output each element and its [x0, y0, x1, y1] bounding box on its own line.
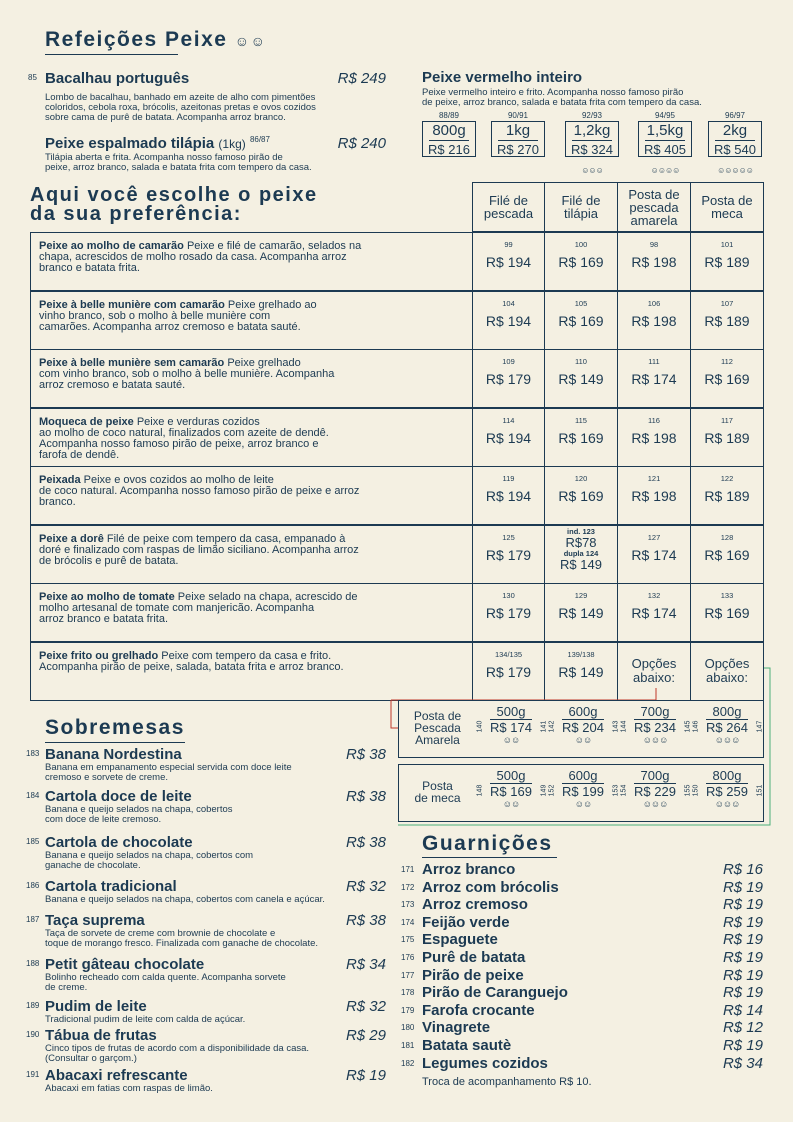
cell-price: R$ 149: [558, 663, 604, 680]
side-name: Feijão verde: [422, 913, 510, 931]
cell-code: 132: [647, 591, 661, 600]
side-price: R$ 19: [722, 984, 763, 1002]
dessert-name: Tábua de frutas: [45, 1027, 157, 1044]
cell-price: R$ 198: [631, 254, 677, 270]
side-price: R$ 16: [722, 861, 763, 878]
desc-line: Bolinho recheado com calda quente. Acompanha sorvete: [45, 972, 286, 983]
row-name: Moqueca de peixe: [39, 415, 134, 428]
cell-code: 106: [647, 298, 661, 308]
cell-price: R$ 149: [558, 605, 604, 621]
cell-code: 129: [574, 591, 588, 600]
options-text: abaixo:: [706, 669, 748, 685]
desc-text: branco.: [39, 496, 76, 508]
cell-price: R$ 198: [631, 429, 677, 446]
item-name: Bacalhau português: [45, 70, 190, 87]
side-name: Arroz cremoso: [422, 896, 528, 914]
dessert-number: 188: [26, 959, 40, 968]
desc-text: vinho branco, sob o molho à belle munière com: [39, 309, 271, 322]
posta-price: R$ 229: [634, 784, 676, 799]
cell-price: R$ 189: [704, 254, 750, 270]
posta-weight: 600g: [562, 769, 604, 784]
cell-price: R$ 169: [558, 312, 604, 329]
side-number: 178: [401, 988, 415, 998]
box-weight: 800g: [429, 122, 469, 141]
posta-cell: [480, 705, 542, 745]
cell-code: 114: [502, 415, 515, 425]
dessert-name: Cartola doce de leite: [45, 788, 192, 805]
desc-text: Peixe grelhado ao: [224, 298, 317, 311]
row-name: Peixe ao molho de tomate: [39, 591, 175, 603]
desc-line: sobre cama de purê de batata. Acompanha arroz branco.: [45, 112, 286, 123]
sobremesas-title: Sobremesas: [45, 716, 185, 739]
desc-line: peixe, arroz branco, salada e batata frita com tempero da casa.: [45, 162, 312, 173]
desc-text: Peixe selado na chapa, acrescido de: [174, 591, 358, 603]
dessert-price: R$ 32: [345, 878, 386, 895]
posta-weight: 500g: [490, 769, 532, 784]
cell-price: R$ 149: [560, 556, 602, 572]
side-price: R$ 19: [722, 1037, 763, 1054]
red-connector: [391, 688, 656, 700]
title-underline: [422, 857, 557, 858]
posta-code: 152: [548, 784, 556, 797]
cell-code: 120: [574, 474, 588, 483]
posta-cell: [624, 705, 686, 745]
posta-code: 150: [692, 784, 700, 797]
dessert-number: 185: [26, 837, 40, 846]
side-name: Batata sautè: [422, 1037, 512, 1054]
cell-code: 133: [720, 591, 734, 600]
people-icon: ☺☺: [502, 799, 520, 809]
desc-line: toque de morango fresco. Finalizada com ganache de chocolate.: [45, 938, 319, 949]
desc-text: Peixe grelhado: [224, 357, 301, 369]
cell-code: ind. 123: [567, 526, 595, 536]
desc-text: chapa, acrescidos de molho rosado da casa. Acompanha arroz: [39, 251, 347, 263]
desc-text: doré e finalizado com raspas de limão siciliano. Acompanha arroz: [39, 543, 359, 556]
dessert-description: [45, 1044, 390, 1064]
options-text: Opções: [704, 655, 750, 671]
side-number: 181: [401, 1041, 415, 1050]
desc-line: ganache de chocolate.: [45, 860, 141, 871]
box-code: 94/95: [654, 111, 676, 120]
cell-code: 100: [574, 240, 588, 249]
desc-line: Banana e queijo selados na chapa, cobertos com canela e açúcar.: [45, 894, 325, 905]
side-number: 177: [401, 970, 415, 980]
dessert-description: [45, 895, 390, 905]
cell-code: 105: [574, 298, 588, 308]
desc-line: Banana e queijo selados na chapa, cobertos com: [45, 850, 254, 861]
posta-code: 144: [620, 720, 628, 733]
cell-price: R$ 169: [558, 488, 604, 504]
desc-text: branco e batata frita.: [39, 262, 140, 274]
cell-price: R$ 169: [704, 371, 750, 387]
posta-price: R$ 264: [706, 720, 748, 735]
people-icon: ☺☺: [502, 735, 520, 745]
side-name: Legumes cozidos: [422, 1054, 548, 1072]
desc-text: camarões. Acompanha arroz cremoso e batata sauté.: [39, 320, 301, 333]
side-name: Farofa crocante: [422, 1001, 535, 1019]
cell-code: 107: [720, 298, 734, 308]
people-icon: ☺☺☺: [581, 166, 603, 175]
item-price: R$ 240: [337, 135, 386, 152]
side-price: R$ 19: [722, 913, 763, 931]
dessert-name: Pudim de leite: [45, 998, 147, 1015]
posta-weight: 500g: [490, 705, 532, 720]
label-line: Posta: [422, 779, 453, 793]
box-code: 92/93: [581, 111, 603, 120]
dessert-number: 187: [26, 915, 40, 924]
header-line: pescada: [629, 199, 679, 215]
posta-price: R$ 234: [634, 720, 676, 735]
posta-code: 140: [476, 720, 484, 733]
side-name: Arroz branco: [422, 861, 516, 878]
dessert-number: 190: [26, 1030, 40, 1039]
side-price: R$ 19: [722, 896, 763, 914]
row-name: Peixada: [39, 474, 81, 486]
item-weight: (1kg): [218, 137, 246, 151]
desc-line: cremoso e sorvete de creme.: [45, 772, 169, 783]
cell-code: 116: [648, 415, 660, 425]
desc-text: farofa de dendê.: [39, 448, 120, 461]
posta-price: R$ 199: [562, 784, 604, 799]
cell-price: R$ 198: [631, 312, 677, 329]
side-number: 182: [401, 1058, 415, 1068]
posta-meca-label: [400, 780, 475, 804]
side-price: R$ 19: [722, 966, 763, 984]
posta-code: 148: [476, 784, 484, 797]
desc-text: de coco natural. Acompanha nosso famoso pirão de peixe e arroz: [39, 485, 360, 497]
cell-code: 109: [502, 357, 515, 366]
box-code: 96/97: [724, 111, 746, 120]
label-line: Posta de: [413, 709, 462, 723]
cell-code: 99: [504, 240, 513, 249]
side-number: 174: [401, 917, 415, 927]
side-number: 176: [401, 953, 415, 962]
header-line: meca: [711, 206, 743, 221]
red-connector: [391, 700, 398, 728]
cell-price: R$ 194: [485, 254, 532, 270]
dessert-description: [45, 763, 390, 783]
posta-code: 151: [756, 784, 764, 797]
cell-code: 117: [721, 415, 733, 425]
header-line: tilápia: [564, 206, 598, 221]
desc-text: Acompanha pirão de peixe, salada, batata frita e arroz branco.: [39, 660, 344, 673]
options-text: abaixo:: [633, 669, 675, 685]
guarnicoes-title: Guarnições: [422, 832, 553, 855]
header-line: Filé de: [488, 193, 529, 208]
cell-price: R$ 179: [485, 605, 532, 621]
desc-text: arroz cremoso e batata sauté.: [39, 379, 186, 391]
desc-line: Abacaxi em fatias com raspas de limão.: [45, 1083, 213, 1094]
posta-pescada-label: [400, 710, 475, 746]
side-name: Espaguete: [422, 931, 498, 949]
dessert-price: R$ 32: [345, 998, 386, 1015]
cell-code: 112: [721, 357, 733, 366]
side-price: R$ 12: [722, 1019, 763, 1037]
posta-code: 142: [548, 720, 556, 733]
label-line: Pescada: [414, 721, 461, 735]
side-number: 180: [401, 1023, 415, 1033]
cell-code: 139/138: [567, 649, 595, 659]
cell-code: 111: [648, 357, 660, 366]
dessert-price: R$ 38: [345, 746, 386, 763]
cell-price: R$ 169: [558, 254, 604, 270]
cell-price: R$ 198: [631, 488, 677, 504]
label-line: Amarela: [415, 733, 460, 747]
dessert-name: Banana Nordestina: [45, 746, 182, 763]
header-line: Posta de: [628, 186, 680, 202]
dessert-number: 191: [26, 1070, 40, 1079]
posta-code: 143: [612, 720, 620, 733]
dessert-description: [45, 973, 390, 993]
posta-code: 141: [540, 720, 548, 733]
cell-code: 127: [647, 532, 661, 542]
people-icon: ☺☺☺☺: [650, 166, 680, 175]
box-weight: 1kg: [498, 122, 538, 141]
side-price: R$ 14: [722, 1001, 763, 1019]
sides-note: Troca de acompanhamento R$ 10.: [422, 1076, 592, 1088]
posta-weight: 800g: [706, 769, 748, 784]
side-number: 173: [401, 900, 415, 910]
desc-text: com vinho branco, sob o molho à belle munière. Acompanha: [39, 368, 335, 380]
posta-weight: 700g: [634, 769, 676, 784]
posta-weight: 600g: [562, 705, 604, 720]
item-code: 86/87: [249, 135, 270, 144]
cell-price: R$ 179: [485, 546, 532, 563]
people-icon: ☺☺: [234, 33, 267, 49]
dessert-name: Cartola tradicional: [45, 878, 177, 895]
item-number: 85: [28, 73, 37, 82]
desc-line: Banana em empanamento especial servida com doce leite: [45, 762, 292, 773]
header-line: Posta de: [701, 193, 753, 208]
side-price: R$ 34: [722, 1054, 763, 1072]
posta-price: R$ 204: [562, 720, 604, 735]
people-icon: ☺☺☺: [714, 735, 740, 745]
desc-line: Banana e queijo selados na chapa, cobertos: [45, 804, 233, 815]
desc-line: (Consultar o garçom.): [45, 1053, 137, 1064]
side-number: 171: [401, 865, 415, 874]
cell-price: R$ 189: [704, 429, 750, 446]
side-name: Arroz com brócolis: [422, 878, 559, 896]
box-weight: 2kg: [715, 122, 755, 141]
people-icon: ☺☺☺☺☺: [717, 166, 753, 175]
cell-code: dupla 124: [563, 548, 599, 558]
cell-price: R$ 174: [631, 371, 677, 387]
cell-code: 98: [649, 240, 659, 249]
dessert-number: 183: [26, 749, 40, 758]
dessert-price: R$ 29: [345, 1027, 386, 1044]
side-number: 175: [401, 935, 415, 945]
dessert-description: [45, 1084, 390, 1094]
cell-price: R$ 194: [485, 429, 532, 446]
side-name: Pirão de peixe: [422, 966, 524, 984]
cell-code: 134/135: [494, 649, 523, 659]
people-icon: ☺☺: [574, 735, 592, 745]
row-name: Peixe frito ou grelhado: [39, 649, 159, 662]
label-line: de meca: [414, 791, 461, 805]
cell-code: 122: [720, 474, 734, 483]
side-name: Pirão de Caranguejo: [422, 984, 568, 1002]
posta-cell: [696, 769, 758, 809]
cell-price: R$ 179: [485, 663, 532, 680]
cell-price: R$ 189: [704, 488, 750, 504]
box-price: R$ 540: [714, 142, 756, 157]
box-price: R$ 324: [571, 142, 613, 157]
posta-code: 147: [756, 720, 764, 733]
header-line: amarela: [630, 212, 678, 228]
dessert-number: 186: [26, 881, 40, 890]
box-weight: 1,2kg: [573, 122, 611, 139]
cell-price: R$78: [565, 534, 597, 550]
cell-price: R$ 194: [485, 312, 532, 329]
desc-text: Peixe e verduras cozidos: [133, 415, 260, 428]
row-name: Peixe à belle munière sem camarão: [39, 357, 225, 369]
vermelho-title: Peixe vermelho inteiro: [422, 69, 583, 86]
side-number: 179: [401, 1005, 415, 1015]
desc-text: ao molho de coco natural, finalizados com azeite de dendê.: [39, 426, 329, 439]
cell-price: R$ 174: [631, 546, 677, 563]
cell-code: 119: [502, 474, 515, 483]
posta-code: 145: [684, 720, 692, 733]
dessert-name: Taça suprema: [45, 912, 145, 929]
item-name-text: Peixe espalmado tilápia: [45, 135, 215, 152]
desc-text: de brócolis e purê de batata.: [39, 554, 179, 567]
dessert-price: R$ 19: [345, 1067, 386, 1084]
row-name: Peixe à belle munière com camarão: [39, 298, 225, 311]
box-code: 90/91: [507, 111, 529, 120]
desc-text: Peixe com tempero da casa e frito.: [158, 649, 332, 662]
posta-cell: [696, 705, 758, 745]
cell-price: R$ 194: [485, 488, 532, 504]
desc-line: Cinco tipos de frutas de acordo com a disponibilidade da casa.: [45, 1043, 310, 1054]
desc-text: Peixe e filé de camarão, selados na: [183, 240, 362, 252]
cell-price: R$ 149: [558, 371, 604, 387]
posta-cell: [552, 705, 614, 745]
desc-text: Filé de peixe com tempero da casa, empanado à: [103, 532, 346, 545]
people-icon: ☺☺☺: [642, 735, 668, 745]
cell-code: 130: [502, 591, 515, 600]
cell-price: R$ 174: [631, 605, 677, 621]
cell-code: 115: [575, 415, 587, 425]
dessert-description: [45, 851, 390, 871]
box-code: 88/89: [438, 111, 460, 120]
refeicoes-title-text: Refeições Peixe: [45, 28, 228, 51]
posta-weight: 700g: [634, 705, 676, 720]
dessert-description: [45, 929, 390, 949]
dessert-number: 189: [26, 1001, 40, 1010]
desc-line: Peixe vermelho inteiro e frito. Acompanha nosso famoso pirão: [422, 87, 684, 98]
cell-code: 121: [647, 474, 661, 483]
people-icon: ☺☺☺: [642, 799, 668, 809]
side-price: R$ 19: [722, 949, 763, 966]
posta-cell: [624, 769, 686, 809]
desc-text: Peixe e ovos cozidos ao molho de leite: [80, 474, 274, 486]
desc-line: Lombo de bacalhau, banhado em azeite de alho com pimentões: [45, 92, 316, 103]
box-price: R$ 270: [497, 142, 539, 157]
side-price: R$ 19: [722, 878, 763, 896]
side-name: Vinagrete: [422, 1019, 491, 1037]
escolha-title-line: da sua preferência:: [30, 203, 242, 225]
posta-code: 154: [620, 784, 628, 797]
box-price: R$ 405: [644, 142, 686, 157]
side-price: R$ 19: [722, 931, 763, 949]
posta-code: 153: [612, 784, 620, 797]
dessert-price: R$ 38: [345, 912, 386, 929]
dessert-name: Cartola de chocolate: [45, 834, 193, 851]
desc-line: Taça de sorvete de creme com brownie de chocolate e: [45, 928, 276, 939]
title-underline: [45, 742, 185, 743]
dessert-number: 184: [26, 791, 40, 800]
posta-price: R$ 259: [706, 784, 748, 799]
row-name: Peixe ao molho de camarão: [39, 240, 184, 252]
escolha-title-line: Aqui você escolhe o peixe: [30, 184, 318, 206]
cell-code: 104: [502, 298, 515, 308]
box-weight: 1,5kg: [646, 122, 684, 139]
people-icon: ☺☺☺: [714, 799, 740, 809]
desc-line: coloridos, cebola roxa, brócolis, azeitonas pretas e ovos cozidos: [45, 102, 316, 113]
dessert-name: Abacaxi refrescante: [45, 1067, 188, 1084]
desc-line: de creme.: [45, 982, 88, 993]
desc-text: molho artesanal de tomate com manjericão. Acompanha: [39, 602, 315, 614]
desc-text: Acompanha nosso famoso pirão de peixe, arroz branco e: [39, 437, 319, 450]
desc-line: Tilápia aberta e frita. Acompanha nosso famoso pirão de: [45, 152, 283, 163]
cell-code: 101: [720, 240, 734, 249]
cell-price: R$ 179: [485, 371, 532, 387]
side-name: Purê de batata: [422, 949, 526, 966]
cell-code: 128: [720, 532, 734, 542]
desc-line: de peixe, arroz branco, salada e batata frita com tempero da casa.: [422, 97, 702, 108]
posta-cell: [552, 769, 614, 809]
header-line: Filé de: [561, 193, 601, 208]
posta-price: R$ 174: [490, 720, 532, 735]
posta-cell: [480, 769, 542, 809]
posta-weight: 800g: [706, 705, 748, 720]
desc-line: com doce de leite cremoso.: [45, 814, 162, 825]
dessert-description: [45, 1015, 390, 1025]
cell-price: R$ 169: [558, 429, 604, 446]
box-price: R$ 216: [428, 142, 470, 157]
options-text: Opções: [631, 655, 677, 671]
item-price: R$ 249: [337, 70, 386, 87]
people-icon: ☺☺: [574, 799, 592, 809]
posta-code: 149: [540, 784, 548, 797]
cell-price: R$ 169: [704, 546, 750, 563]
cell-price: R$ 189: [704, 312, 750, 329]
dessert-price: R$ 38: [345, 834, 386, 851]
desc-text: arroz branco e batata frita.: [39, 613, 169, 625]
cell-code: 110: [575, 357, 587, 366]
cell-code: 125: [502, 532, 515, 542]
dessert-description: [45, 805, 390, 825]
posta-price: R$ 169: [490, 784, 532, 799]
dessert-name: Petit gâteau chocolate: [45, 956, 205, 973]
dessert-price: R$ 34: [345, 956, 386, 973]
row-name: Peixe a dorê: [39, 532, 104, 545]
header-line: pescada: [483, 206, 534, 221]
desc-line: Tradicional pudim de leite com calda de açúcar.: [45, 1014, 246, 1025]
posta-code: 146: [692, 720, 700, 733]
dessert-price: R$ 38: [345, 788, 386, 805]
cell-price: R$ 169: [704, 605, 750, 621]
side-number: 172: [401, 882, 415, 892]
posta-code: 155: [684, 784, 692, 797]
